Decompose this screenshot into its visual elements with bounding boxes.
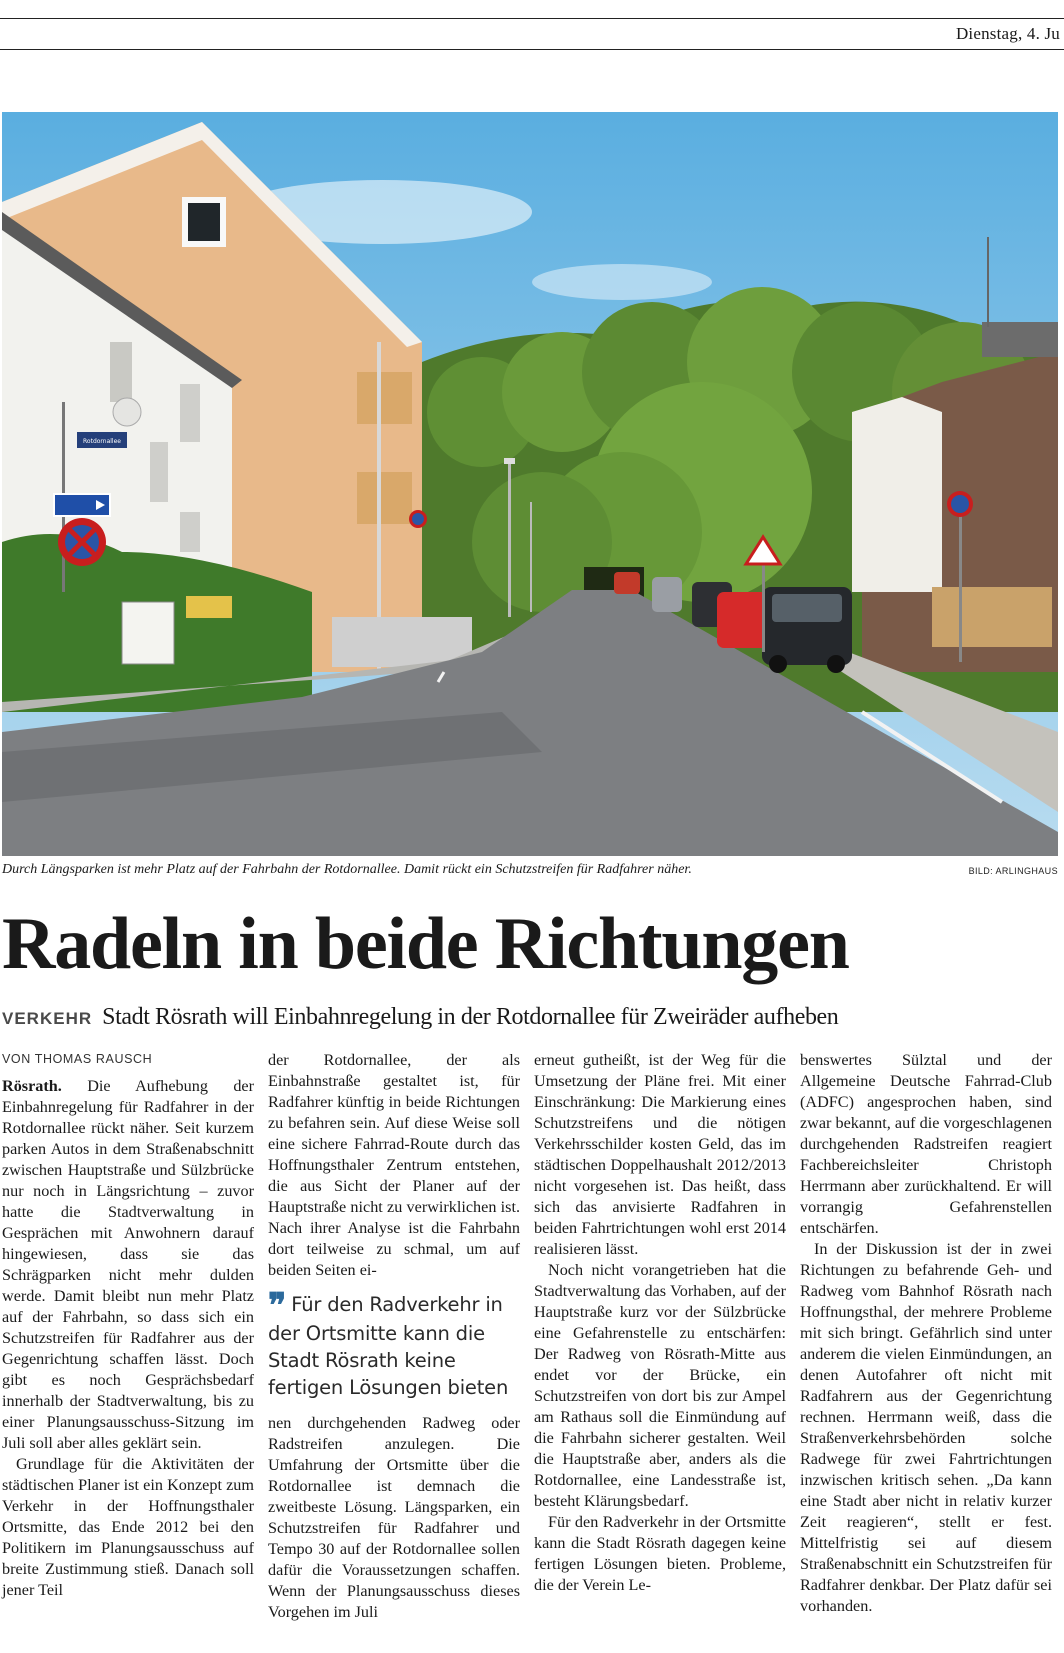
street-lamp (508, 462, 511, 617)
paragraph-text: Die Aufhebung der Einbahnregelung für Radfahrer in der Rotdornallee rückt näher. Seit kurzem parken Autos in dem Straßenabschnitt zwischen Hauptstraße und Sülzbrücke nur noch in Längsrichtung – zuvor hatte die Stadtverwaltung in Gesprächen mit Anwohnern darauf hingewiesen, dass sie das Schrägparken nicht mehr dulden werde. Damit bleibt nun mehr Platz auf der Fahrbahn, so dass sich ein Schutzstreifen für Radfahrer aus der Gegenrichtung schaffen lässt. Doch gibt es noch Gesprächsbedarf innerhalb der Stadtverwaltung, bis zu einer Planungsausschuss-Sitzung im Juli soll aber alles geklärt sein. (2, 1077, 254, 1452)
article-column-2 (268, 1050, 520, 1623)
notice-board (122, 602, 174, 664)
paragraph: Für den Radverkehr in der Ortsmitte kann die Stadt Rösrath dagegen keine fertigen Lösungen bieten. Probleme, die der Verein Le- (534, 1513, 786, 1594)
paragraph: Grundlage für die Aktivitäten der städtischen Planer ist ein Konzept zum Verkehr in der Hoffnungsthaler Ortsmitte, das Ende 2012 bei den Politikern im Planungsausschuss auf breite Zustimmung stieß. Danach soll jener Teil (2, 1455, 254, 1599)
paragraph: benswertes Sülztal und der Allgemeine Deutsche Fahrrad-Club (ADFC) angesprochen haben, sind zwar bekannt, auf die vorgeschlagenen durchgehenden Radstreifen reagiert Fachbereichsleiter Christoph Herrmann aber zurückhaltend. Er will vorrangig Gefahrenstellen entschärfen. (800, 1051, 1052, 1237)
photo-credit: BILD: ARLINGHAUS (968, 866, 1058, 876)
dateline: Rösrath. (2, 1077, 62, 1095)
car (614, 572, 640, 594)
article-column-3 (534, 1050, 786, 1596)
issue-date: Dienstag, 4. Ju (955, 24, 1060, 43)
pull-quote (268, 1288, 520, 1401)
subheadline: Stadt Rösrath will Einbahnregelung in der Rotdornallee für Zweiräder aufheben (102, 1004, 839, 1030)
satellite-dish (113, 398, 141, 426)
car (652, 577, 682, 612)
article-column-1 (2, 1050, 254, 1601)
paragraph: nen durchgehenden Radweg oder Radstreifen anzulegen. Die Umfahrung der Ortsmitte über die Rotdornallee ist demnach die zweitbeste Lösung. Längsparken, ein Schutzstreifen für Radfahrer und Tempo 30 auf der Rotdornallee sollen dafür die Voraussetzungen schaffen. Wenn der Planungsausschuss dieses Vorgehen im Juli (268, 1414, 520, 1621)
quote-mark-icon: ❞ (268, 1288, 284, 1325)
svg-text:Rotdornallee: Rotdornallee (83, 438, 121, 445)
paragraph: der Rotdornallee, der als Einbahnstraße gestaltet ist, für Radfahrer künftig in beide Richtungen zu befahren sein. Auf diese Weise soll eine sichere Fahrrad-Route durch das Hoffnungsthaler Zentrum entstehen, die aus Sicht der Planer auf der Hauptstraße nicht zu verwirklichen ist. Nach ihrer Analyse ist die Fahrbahn dort teilweise zu schmal, um auf beiden Seiten ei- (268, 1051, 520, 1279)
garden-fence-left (332, 617, 472, 667)
paragraph: Noch nicht vorangetrieben hat die Stadtverwaltung das Vorhaben, auf der Hauptstraße kurz vor der Sülzbrücke eine Gefahrenstelle zu entschärfen: Der Radweg von Rösrath-Mitte aus endet vor der Brücke, ein Schutzstreifen von dort bis zur Ampel am Rathaus soll die Einmündung auf die Fahrbahn sicherer gestalten. Weil die Hauptstraße aber, anders als die Rotdornallee, eine Landesstraße ist, besteht Klärungsbedarf. (534, 1261, 786, 1510)
paragraph (2, 1076, 254, 1454)
headline: Radeln in beide Richtungen (2, 903, 849, 985)
cloud (532, 264, 712, 300)
white-house-right (852, 397, 942, 592)
pull-quote-text: Für den Radverkehr in der Ortsmitte kann die Stadt Rösrath keine fertigen Lösungen bieten (268, 1293, 509, 1399)
balcony (357, 472, 412, 524)
top-rule (0, 18, 1064, 19)
garden-fence (932, 587, 1052, 647)
header-rule (0, 49, 1064, 50)
street-scene-illustration (2, 112, 1058, 856)
section-kicker: VERKEHR (2, 1009, 93, 1028)
balcony (357, 372, 412, 424)
article-photo (2, 112, 1058, 856)
paragraph: In der Diskussion ist der in zwei Richtungen zu befahrende Geh- und Radweg vom Bahnhof Rösrath nach Hoffnungsthal, der mehrere Probleme mit sich bringt. Gefährlich sind unter anderem die vielen Einmündungen, an denen Autofahrer oft nicht mit Radfahrern aus der Gegenrichtung rechnen. Herrmann weiß, dass die Straßenverkehrsbehörden solche Radwege für zwei Fahrtrichtungen inzwischen kritisch sehen. „Da kann eine Stadt aber nicht in relativ kurzer Zeit reagieren“, stellt er fest. Mittelfristig sei auf diesem Straßenabschnitt ein Schutzstreifen für Radfahrer denkbar. Der Platz dafür sei vorhanden. (800, 1240, 1052, 1615)
byline: VON THOMAS RAUSCH (2, 1052, 153, 1066)
photo-caption: Durch Längsparken ist mehr Platz auf der Fahrbahn der Rotdornallee. Damit rückt ein Schutzstreifen für Radfahrer näher. (2, 862, 692, 877)
article-column-4 (800, 1050, 1052, 1617)
subheadline-row (2, 1004, 1062, 1031)
paragraph: erneut gutheißt, ist der Weg für die Umsetzung der Pläne frei. Mit einer Einschränkung: Die Markierung eines Schutzstreifens und die nötigen Verkehrsschilder kosten Geld, das im städtischen Doppelhaushalt 2012/2013 nicht vorgesehen ist. Das heißt, dass sich das anvisierte Radfahren in beiden Fahrtrichtungen wohl erst 2014 realisieren lässt. (534, 1051, 786, 1258)
